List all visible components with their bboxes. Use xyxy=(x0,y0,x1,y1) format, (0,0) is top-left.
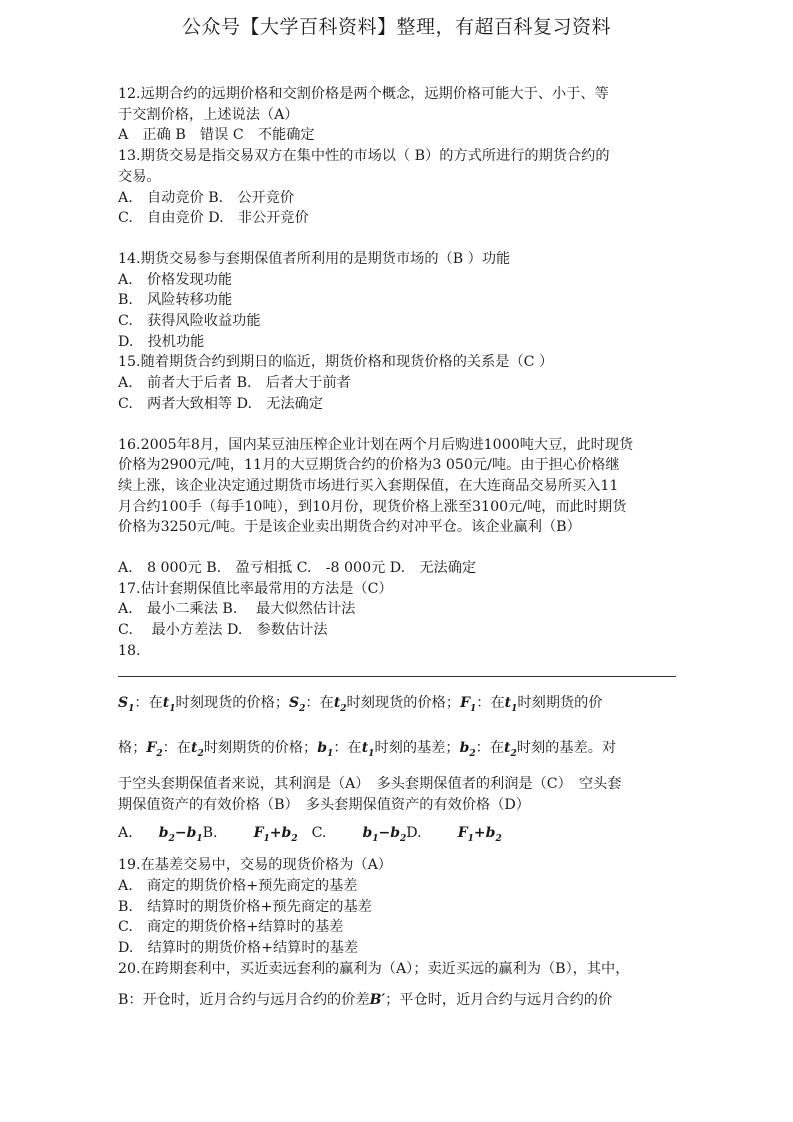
symbol-s1: $S_1$ xyxy=(118,694,135,714)
horizontal-rule xyxy=(118,676,676,677)
formula-d: $F_1+b_2$ xyxy=(457,824,502,844)
q13-option-ab: A. 自动竞价 B. 公开竞价 xyxy=(118,189,295,206)
q18-definitions-line-1: $S_1$：在$t_1$时刻现货的价格；$S_2$：在$t_2$时刻现货的价格；$F_1$：在$t_1$时刻期货的价 xyxy=(118,694,603,714)
q20-line-2: B：开仓时，近月合约与远月合约的价差B′；平仓时，近月合约与远月合约的价 xyxy=(118,991,613,1008)
q19-question: 19.在基差交易中，交易的现货价格为（A） xyxy=(118,857,392,874)
q14-option-d: D. 投机功能 xyxy=(118,333,205,350)
q15-option-cd: C. 两者大致相等 D. 无法确定 xyxy=(118,395,323,412)
q16-line-3: 续上涨，该企业决定通过期货市场进行买入套期保值，在大连商品交易所买入11 xyxy=(118,477,619,494)
q17-option-cd: C. 最小方差法 D. 参数估计法 xyxy=(118,622,328,639)
symbol-f2: $F_2$ xyxy=(146,740,163,760)
q13-line-1: 13.期货交易是指交易双方在集中性的市场以（ B）的方式所进行的期货合约的 xyxy=(118,148,610,165)
q19-option-c: C. 商定的期货价格+结算时的基差 xyxy=(118,919,344,936)
q18-line-4: 期保值资产的有效价格（B） 多头套期保值资产的有效价格（D） xyxy=(118,796,530,813)
symbol-b2: $b_2$ xyxy=(459,740,476,760)
q18-label: 18. xyxy=(118,642,141,659)
symbol-f1: $F_1$ xyxy=(460,694,477,714)
formula-a: $b_2-b_1$ xyxy=(158,824,203,844)
q12-line-1: 12.远期合约的远期价格和交割价格是两个概念，远期价格可能大于、小于、等 xyxy=(118,86,609,102)
symbol-t1: $t_1$ xyxy=(504,694,518,714)
q16-line-2: 价格为2900元/吨，11月的大豆期货合约的价格为3 050元/吨。由于担心价格继 xyxy=(118,457,620,474)
symbol-b-prime: B′ xyxy=(369,991,386,1008)
q19-option-b: B. 结算时的期货价格+预先商定的基差 xyxy=(118,898,372,915)
q19-option-d: D. 结算时的期货价格+结算时的基差 xyxy=(118,940,359,957)
formula-c: $b_1-b_2$ xyxy=(362,824,407,844)
symbol-t2: $t_2$ xyxy=(504,740,517,760)
q20-line-1: 20.在跨期套利中，买近卖远套利的赢利为（A）；卖近买远的赢利为（B），其中， xyxy=(118,960,630,977)
q14-question: 14.期货交易参与套期保值者所利用的是期货市场的（B ）功能 xyxy=(118,250,511,267)
q14-option-c: C. 获得风险收益功能 xyxy=(118,313,261,330)
formula-b: $F_1+b_2$ xyxy=(253,824,298,844)
q16-line-4: 月合约100手（每手10吨），到10月份，现货价格上涨至3100元/吨，而此时期货 xyxy=(118,498,627,515)
symbol-b1: $b_1$ xyxy=(317,740,334,760)
q16-line-5: 价格为3250元/吨。于是该企业卖出期货合约对冲平仓。该企业赢利（B） xyxy=(118,519,581,536)
symbol-t1: $t_1$ xyxy=(162,694,176,714)
q14-option-a: A. 价格发现功能 xyxy=(118,271,233,288)
symbol-t1: $t_1$ xyxy=(361,740,375,760)
q14-option-b: B. 风险转移功能 xyxy=(118,292,233,309)
q12-line-2: 于交割价格，上述说法（A） xyxy=(118,106,299,123)
q17-question: 17.估计套期保值比率最常用的方法是（C） xyxy=(118,580,393,597)
q18-definitions-line-2: 格；$F_2$：在$t_2$时刻期货的价格；$b_1$：在$t_1$时刻的基差；$b_2$：在$t_2$时刻的基差。对 xyxy=(118,740,617,760)
q15-option-ab: A. 前者大于后者 B. 后者大于前者 xyxy=(118,375,351,392)
q13-line-2: 交易。 xyxy=(118,168,161,185)
symbol-t2: $t_2$ xyxy=(191,740,204,760)
q13-option-cd: C. 自由竞价 D. 非公开竞价 xyxy=(118,210,309,227)
q16-line-1: 16.2005年8月，国内某豆油压榨企业计划在两个月后购进1000吨大豆，此时现货 xyxy=(118,436,634,453)
q12-options: A 正确 B 错误 C 不能确定 xyxy=(118,127,315,144)
q19-option-a: A. 商定的期货价格+预先商定的基差 xyxy=(118,878,358,895)
symbol-t2: $t_2$ xyxy=(333,694,347,714)
q16-options: A. 8 000元 B. 盈亏相抵 C. -8 000元 D. 无法确定 xyxy=(118,560,477,577)
q18-formula-options: A. $b_2-b_1B$. $F_1+b_2$ C. $b_1-b_2D$. $F_1+b_2$ xyxy=(118,824,502,844)
page-header: 公众号【大学百科资料】整理，有超百科复习资料 xyxy=(181,16,611,38)
document-body xyxy=(118,84,678,1020)
q15-question: 15.随着期货合约到期日的临近，期货价格和现货价格的关系是（C ） xyxy=(118,354,554,371)
symbol-s2: $S_2$ xyxy=(289,694,306,714)
q17-option-ab: A. 最小二乘法 B. 最大似然估计法 xyxy=(118,601,356,618)
q18-line-3: 于空头套期保值者来说，其利润是（A） 多头套期保值者的利润是（C） 空头套 xyxy=(118,776,622,793)
